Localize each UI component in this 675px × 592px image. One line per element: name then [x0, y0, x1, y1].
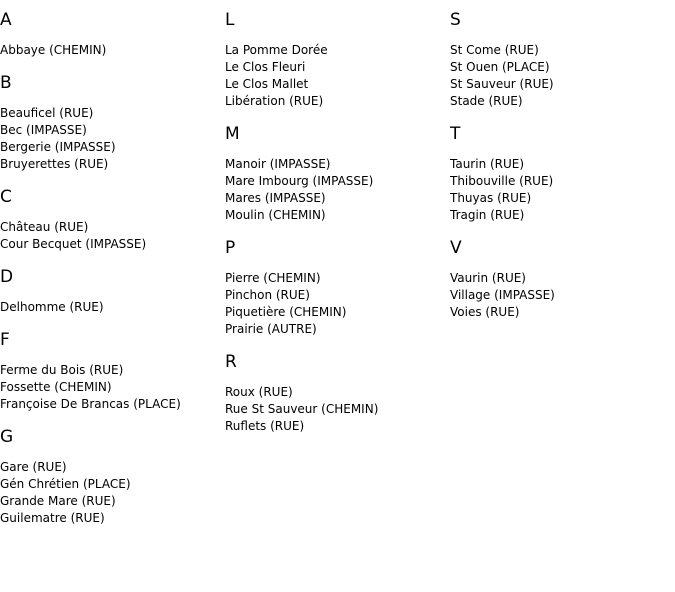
- street-link[interactable]: Ferme du Bois (RUE): [0, 363, 124, 377]
- street-link[interactable]: Gare (RUE): [0, 460, 67, 474]
- street-link[interactable]: Mare Imbourg (IMPASSE): [225, 174, 374, 188]
- letter-section: [0, 187, 225, 253]
- street-list: [0, 219, 225, 253]
- letter-section: [0, 267, 225, 316]
- letter-section: [0, 330, 225, 413]
- street-link[interactable]: Gén Chrétien (PLACE): [0, 477, 131, 491]
- section-letter-heading: G: [0, 427, 14, 447]
- letter-section: [225, 10, 450, 110]
- street-list: [225, 384, 450, 435]
- street-link[interactable]: Tragin (RUE): [450, 208, 525, 222]
- street-link[interactable]: Thuyas (RUE): [450, 191, 532, 205]
- street-link[interactable]: Fossette (CHEMIN): [0, 380, 112, 394]
- street-link[interactable]: Village (IMPASSE): [450, 288, 555, 302]
- section-letter-heading: S: [450, 10, 461, 30]
- section-letter-heading: L: [225, 10, 235, 30]
- street-link[interactable]: Beauficel (RUE): [0, 106, 94, 120]
- section-letter-heading: A: [0, 10, 12, 30]
- section-letter-heading: T: [450, 124, 461, 144]
- section-letter-heading: P: [225, 238, 236, 258]
- street-link[interactable]: Manoir (IMPASSE): [225, 157, 331, 171]
- street-link[interactable]: Prairie (AUTRE): [225, 322, 317, 336]
- letter-section: [450, 238, 675, 321]
- section-letter-heading: R: [225, 352, 237, 372]
- street-link[interactable]: St Come (RUE): [450, 43, 539, 57]
- section-letter-heading: M: [225, 124, 240, 144]
- street-link[interactable]: Abbaye (CHEMIN): [0, 43, 107, 57]
- street-link[interactable]: Françoise De Brancas (PLACE): [0, 397, 181, 411]
- street-link[interactable]: Delhomme (RUE): [0, 300, 104, 314]
- section-letter-heading: D: [0, 267, 14, 287]
- street-link[interactable]: St Sauveur (RUE): [450, 77, 554, 91]
- street-list: [0, 105, 225, 173]
- street-link[interactable]: St Ouen (PLACE): [450, 60, 550, 74]
- street-list: [0, 42, 225, 59]
- street-link[interactable]: Pinchon (RUE): [225, 288, 310, 302]
- index-column-3: [450, 10, 675, 335]
- letter-section: [0, 427, 225, 527]
- street-link[interactable]: Cour Becquet (IMPASSE): [0, 237, 147, 251]
- street-list: [225, 156, 450, 224]
- street-link[interactable]: Grande Mare (RUE): [0, 494, 116, 508]
- letter-section: [225, 238, 450, 338]
- letter-section: [450, 124, 675, 224]
- street-link[interactable]: Taurin (RUE): [450, 157, 525, 171]
- letter-section: [0, 73, 225, 173]
- letter-section: [450, 10, 675, 110]
- street-link[interactable]: Guilematre (RUE): [0, 511, 105, 525]
- street-link[interactable]: Le Clos Mallet: [225, 77, 309, 91]
- street-link[interactable]: Mares (IMPASSE): [225, 191, 326, 205]
- section-letter-heading: F: [0, 330, 10, 350]
- street-list: [0, 362, 225, 413]
- street-list: [225, 270, 450, 338]
- street-link[interactable]: Bruyerettes (RUE): [0, 157, 109, 171]
- letter-section: [225, 352, 450, 435]
- street-link[interactable]: Le Clos Fleuri: [225, 60, 306, 74]
- street-link[interactable]: Rue St Sauveur (CHEMIN): [225, 402, 379, 416]
- letter-section: [0, 10, 225, 59]
- street-list: [0, 459, 225, 527]
- street-list: [450, 270, 675, 321]
- street-link[interactable]: Moulin (CHEMIN): [225, 208, 326, 222]
- section-letter-heading: B: [0, 73, 12, 93]
- letter-section: [225, 124, 450, 224]
- section-letter-heading: V: [450, 238, 462, 258]
- street-link[interactable]: Bergerie (IMPASSE): [0, 140, 116, 154]
- street-link[interactable]: Ruflets (RUE): [225, 419, 305, 433]
- street-link[interactable]: Piquetière (CHEMIN): [225, 305, 347, 319]
- street-list: [0, 299, 225, 316]
- street-link[interactable]: Bec (IMPASSE): [0, 123, 87, 137]
- street-link[interactable]: La Pomme Dorée: [225, 43, 328, 57]
- index-column-1: [0, 10, 225, 541]
- index-column-2: [225, 10, 450, 449]
- street-list: [450, 42, 675, 110]
- street-list: [450, 156, 675, 224]
- street-link[interactable]: Pierre (CHEMIN): [225, 271, 321, 285]
- street-link[interactable]: Stade (RUE): [450, 94, 523, 108]
- street-link[interactable]: Voies (RUE): [450, 305, 520, 319]
- street-link[interactable]: Château (RUE): [0, 220, 89, 234]
- street-link[interactable]: Vaurin (RUE): [450, 271, 526, 285]
- street-list: [225, 42, 450, 110]
- street-link[interactable]: Roux (RUE): [225, 385, 293, 399]
- street-link[interactable]: Thibouville (RUE): [450, 174, 554, 188]
- section-letter-heading: C: [0, 187, 12, 207]
- street-link[interactable]: Libération (RUE): [225, 94, 324, 108]
